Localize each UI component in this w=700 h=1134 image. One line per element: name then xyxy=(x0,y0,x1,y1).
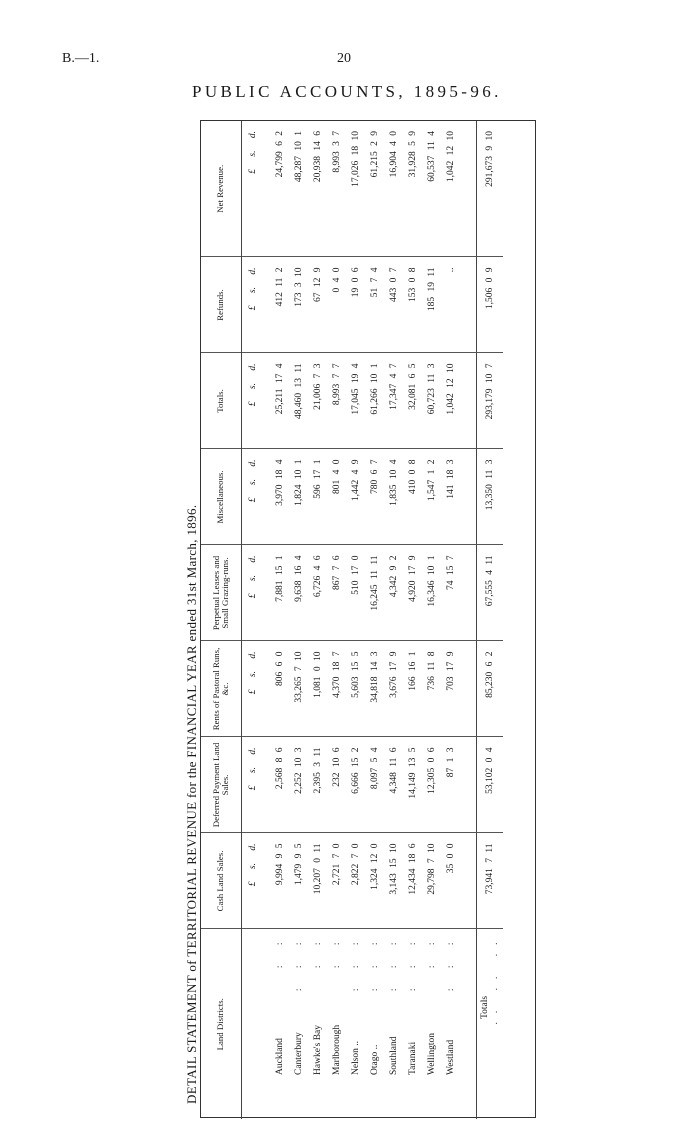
table-row xyxy=(384,121,403,1119)
amount-cell: 510 17 0 xyxy=(346,545,365,641)
amount-cell: 74 15 7 xyxy=(441,545,460,641)
spacer-cell xyxy=(460,121,477,257)
amount-cell: 2,395 3 11 xyxy=(308,737,327,833)
amount-cell: 596 17 1 xyxy=(308,449,327,545)
leader-dots: : : xyxy=(426,933,437,969)
amount-cell: 61,266 10 1 xyxy=(365,353,384,449)
amount-cell: 806 6 0 xyxy=(270,641,289,737)
amount-cell: 4,370 18 7 xyxy=(327,641,346,737)
district-cell xyxy=(346,929,365,1119)
amount-cell: 3,143 15 10 xyxy=(384,833,403,929)
leader-dots: : : : xyxy=(407,933,418,992)
amount-cell: 17,045 19 4 xyxy=(346,353,365,449)
district-cell xyxy=(327,929,346,1119)
spacer-cell xyxy=(460,737,477,833)
column-header: Refunds. xyxy=(201,257,242,353)
amount-cell: 21,006 7 3 xyxy=(308,353,327,449)
district-name: Hawke's Bay xyxy=(312,1025,323,1075)
column-header: Totals. xyxy=(201,353,242,449)
table-row xyxy=(346,121,365,1119)
total-amount-cell: 53,102 0 4 xyxy=(477,737,504,833)
spacer-cell xyxy=(460,641,477,737)
district-cell xyxy=(289,929,308,1119)
table-body xyxy=(242,121,504,1119)
revenue-table-frame xyxy=(200,120,536,1118)
amount-cell: 12,434 18 6 xyxy=(403,833,422,929)
amount-cell: 9,638 16 4 xyxy=(289,545,308,641)
territorial-revenue-table xyxy=(201,121,503,1119)
amount-cell: 1,547 1 2 xyxy=(422,449,441,545)
leader-dots: : : : xyxy=(445,933,456,992)
leader-dots: : : : xyxy=(293,933,304,992)
amount-cell: 867 7 6 xyxy=(327,545,346,641)
district-name: Auckland xyxy=(274,1038,285,1075)
leader-dots: : : : xyxy=(388,933,399,992)
leader-dots: : : xyxy=(274,933,285,969)
amount-cell: 412 11 2 xyxy=(270,257,289,353)
amount-cell: 17,347 4 7 xyxy=(384,353,403,449)
amount-cell: 6,726 4 6 xyxy=(308,545,327,641)
units-spacer xyxy=(242,929,265,1119)
amount-cell: 19 0 6 xyxy=(346,257,365,353)
amount-cell: 16,245 11 11 xyxy=(365,545,384,641)
amount-cell: 141 18 3 xyxy=(441,449,460,545)
amount-cell: 10,207 0 11 xyxy=(308,833,327,929)
page-series-label: B.—1. xyxy=(62,51,100,66)
table-title: DETAIL STATEMENT of TERRITORIAL REVENUE for the FINANCIAL YEAR ended 31st March, 1896. xyxy=(184,504,199,1104)
district-name: Wellington xyxy=(426,1033,437,1075)
units-label: £ s. d. xyxy=(242,353,265,449)
amount-cell: 801 4 0 xyxy=(327,449,346,545)
totals-label: Totals xyxy=(480,995,490,1019)
units-label: £ s. d. xyxy=(242,121,265,257)
amount-cell: 33,265 7 10 xyxy=(289,641,308,737)
amount-cell: 25,211 17 4 xyxy=(270,353,289,449)
table-row xyxy=(365,121,384,1119)
spacer-cell xyxy=(460,833,477,929)
page-number: 20 xyxy=(337,51,351,66)
district-name: Nelson .. xyxy=(350,1040,361,1075)
amount-cell: 20,938 14 6 xyxy=(308,121,327,257)
amount-cell: .. xyxy=(441,257,460,353)
amount-cell: 232 10 6 xyxy=(327,737,346,833)
units-row xyxy=(242,121,265,1119)
amount-cell: 35 0 0 xyxy=(441,833,460,929)
spacer-cell xyxy=(460,353,477,449)
amount-cell: 87 1 3 xyxy=(441,737,460,833)
column-header: Rents of Pastoral Runs, &c. xyxy=(201,641,242,737)
amount-cell: 1,081 0 10 xyxy=(308,641,327,737)
units-label: £ s. d. xyxy=(242,737,265,833)
revenue-table-rotated xyxy=(201,121,537,1119)
amount-cell: 6,666 15 2 xyxy=(346,737,365,833)
amount-cell: 8,993 7 7 xyxy=(327,353,346,449)
total-amount-cell: 1,506 0 9 xyxy=(477,257,504,353)
amount-cell: 4,348 11 6 xyxy=(384,737,403,833)
amount-cell: 1,442 4 9 xyxy=(346,449,365,545)
column-header: Perpetual Leases and Small Grazing-runs. xyxy=(201,545,242,641)
amount-cell: 185 19 11 xyxy=(422,257,441,353)
total-amount-cell: 67,555 4 11 xyxy=(477,545,504,641)
column-header: Cash Land Sales. xyxy=(201,833,242,929)
leader-dots: : : xyxy=(312,933,323,969)
leader-dots: : : xyxy=(331,933,342,969)
amount-cell: 410 0 8 xyxy=(403,449,422,545)
amount-cell: 2,721 7 0 xyxy=(327,833,346,929)
amount-cell: 29,798 7 10 xyxy=(422,833,441,929)
table-row xyxy=(308,121,327,1119)
district-name: Marlborough xyxy=(331,1024,342,1075)
district-cell xyxy=(308,929,327,1119)
total-amount-cell: 85,230 6 2 xyxy=(477,641,504,737)
amount-cell: 61,215 2 9 xyxy=(365,121,384,257)
amount-cell: 7,881 15 1 xyxy=(270,545,289,641)
amount-cell: 1,824 10 1 xyxy=(289,449,308,545)
table-row xyxy=(289,121,308,1119)
leader-dots: : : : xyxy=(369,933,380,992)
amount-cell: 1,479 9 5 xyxy=(289,833,308,929)
table-row xyxy=(403,121,422,1119)
total-amount-cell: 73,941 7 11 xyxy=(477,833,504,929)
amount-cell: 24,799 6 2 xyxy=(270,121,289,257)
amount-cell: 2,252 10 3 xyxy=(289,737,308,833)
column-header: Land Districts. xyxy=(201,929,242,1119)
amount-cell: 4,342 9 2 xyxy=(384,545,403,641)
amount-cell: 1,835 10 4 xyxy=(384,449,403,545)
district-name: Canterbury xyxy=(293,1032,304,1075)
amount-cell: 48,460 13 11 xyxy=(289,353,308,449)
units-label: £ s. d. xyxy=(242,641,265,737)
totals-label-cell xyxy=(477,929,504,1119)
amount-cell: 736 11 8 xyxy=(422,641,441,737)
amount-cell: 443 0 7 xyxy=(384,257,403,353)
amount-cell: 703 17 9 xyxy=(441,641,460,737)
amount-cell: 780 6 7 xyxy=(365,449,384,545)
amount-cell: 12,305 0 6 xyxy=(422,737,441,833)
amount-cell: 17,026 18 10 xyxy=(346,121,365,257)
amount-cell: 31,928 5 9 xyxy=(403,121,422,257)
amount-cell: 2,568 8 6 xyxy=(270,737,289,833)
district-cell xyxy=(384,929,403,1119)
amount-cell: 5,603 15 5 xyxy=(346,641,365,737)
amount-cell: 60,537 11 4 xyxy=(422,121,441,257)
district-name: Taranaki xyxy=(407,1041,418,1075)
leader-dots: : : : xyxy=(350,933,361,992)
amount-cell: 2,822 7 0 xyxy=(346,833,365,929)
amount-cell: 34,818 14 3 xyxy=(365,641,384,737)
amount-cell: 9,994 9 5 xyxy=(270,833,289,929)
amount-cell: 173 3 10 xyxy=(289,257,308,353)
units-label: £ s. d. xyxy=(242,257,265,353)
amount-cell: 4,920 17 9 xyxy=(403,545,422,641)
district-cell xyxy=(270,929,289,1119)
district-cell xyxy=(422,929,441,1119)
amount-cell: 1,042 12 10 xyxy=(441,121,460,257)
amount-cell: 1,324 12 0 xyxy=(365,833,384,929)
spacer-row xyxy=(460,121,477,1119)
amount-cell: 166 16 1 xyxy=(403,641,422,737)
table-row xyxy=(270,121,289,1119)
header-row xyxy=(201,121,242,1119)
amount-cell: 0 4 0 xyxy=(327,257,346,353)
district-name: Otago .. xyxy=(369,1044,380,1075)
units-label: £ s. d. xyxy=(242,833,265,929)
amount-cell: 16,346 10 1 xyxy=(422,545,441,641)
units-label: £ s. d. xyxy=(242,545,265,641)
spacer-cell xyxy=(460,929,477,1119)
column-header: Net Revenue. xyxy=(201,121,242,257)
spacer-cell xyxy=(460,545,477,641)
amount-cell: 60,723 11 3 xyxy=(422,353,441,449)
amount-cell: 14,149 13 5 xyxy=(403,737,422,833)
amount-cell: 153 0 8 xyxy=(403,257,422,353)
district-cell xyxy=(441,929,460,1119)
table-row xyxy=(422,121,441,1119)
leader-dots: .. .. .. xyxy=(490,933,500,1025)
total-amount-cell: 293,179 10 7 xyxy=(477,353,504,449)
column-header: Deferred Payment Land Sales. xyxy=(201,737,242,833)
district-name: Southland xyxy=(388,1036,399,1075)
table-row xyxy=(327,121,346,1119)
amount-cell: 8,097 5 4 xyxy=(365,737,384,833)
district-name: Westland xyxy=(445,1039,456,1075)
amount-cell: 3,676 17 9 xyxy=(384,641,403,737)
amount-cell: 8,993 3 7 xyxy=(327,121,346,257)
total-amount-cell: 13,350 11 3 xyxy=(477,449,504,545)
district-cell xyxy=(403,929,422,1119)
spacer-cell xyxy=(460,257,477,353)
amount-cell: 48,287 10 1 xyxy=(289,121,308,257)
totals-row xyxy=(477,121,504,1119)
amount-cell: 1,042 12 10 xyxy=(441,353,460,449)
district-cell xyxy=(365,929,384,1119)
page-title: PUBLIC ACCOUNTS, 1895-96. xyxy=(192,82,502,101)
amount-cell: 51 7 4 xyxy=(365,257,384,353)
units-label: £ s. d. xyxy=(242,449,265,545)
amount-cell: 67 12 9 xyxy=(308,257,327,353)
total-amount-cell: 291,673 9 10 xyxy=(477,121,504,257)
spacer-cell xyxy=(460,449,477,545)
table-row xyxy=(441,121,460,1119)
amount-cell: 16,904 4 0 xyxy=(384,121,403,257)
column-header: Miscellaneous. xyxy=(201,449,242,545)
amount-cell: 32,081 6 5 xyxy=(403,353,422,449)
amount-cell: 3,970 18 4 xyxy=(270,449,289,545)
